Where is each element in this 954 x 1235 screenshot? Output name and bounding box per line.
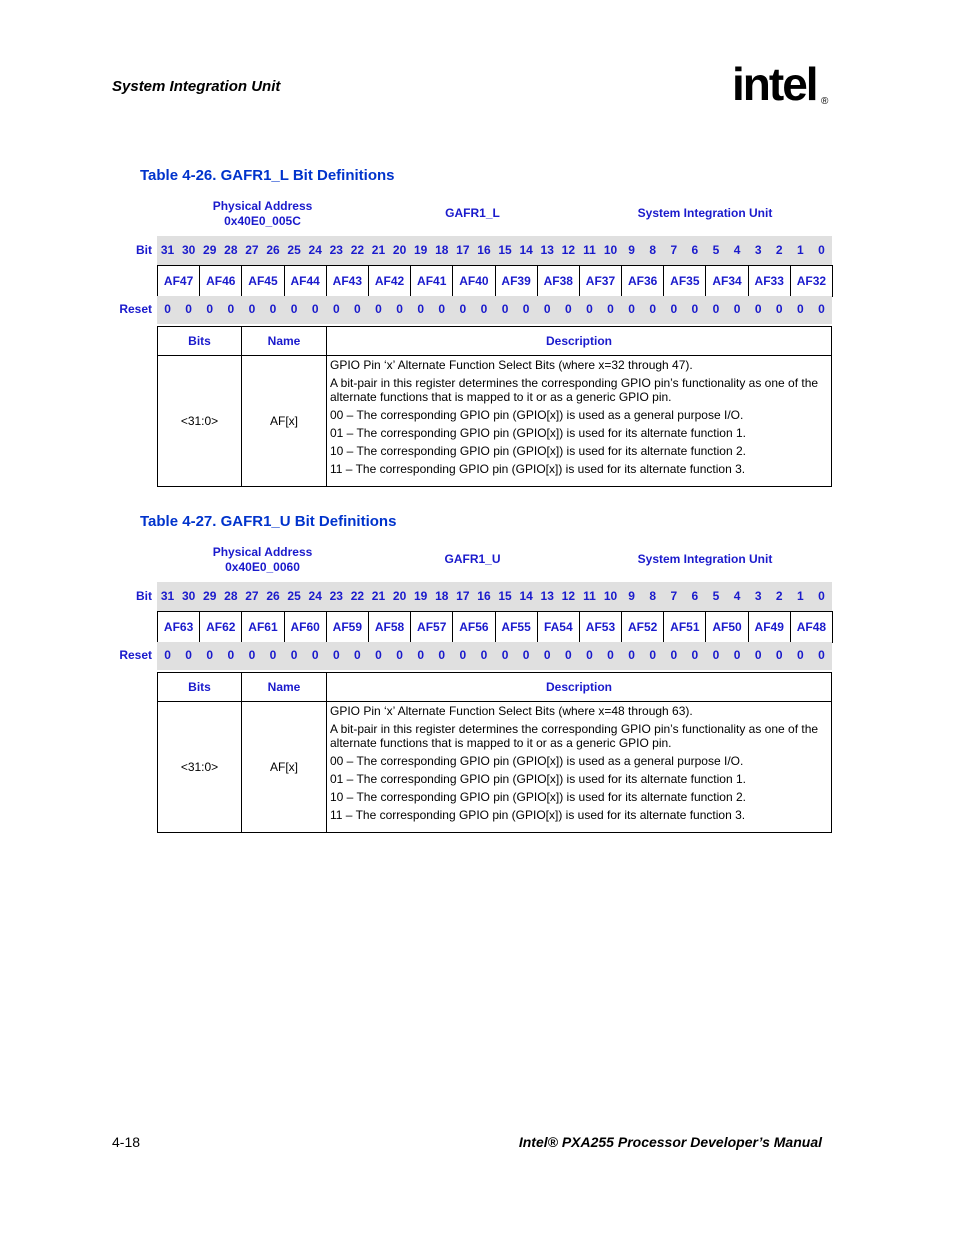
field-cell: AF37: [580, 266, 622, 296]
bit-number-cell: 13: [540, 243, 554, 257]
reset-value-cell: 0: [354, 648, 361, 662]
reset-value-cell: 0: [670, 302, 678, 316]
bit-number-cell: 26: [266, 589, 280, 603]
bits-cell: <31:0>: [158, 702, 242, 833]
reset-row-label: Reset: [119, 648, 152, 662]
intel-logo: [732, 58, 832, 118]
bit-number-cell: 18: [435, 589, 449, 603]
bit-number-cell: 3: [754, 243, 762, 257]
name-cell: AF[x]: [242, 702, 327, 833]
reset-value-cell: 0: [797, 648, 804, 662]
bit-number-cell: 8: [649, 589, 657, 603]
field-cell: AF58: [369, 612, 411, 642]
bit-number-cell: 19: [413, 589, 428, 603]
bit-number-cell: 2: [775, 589, 783, 603]
bit-number-cell: 11: [583, 589, 596, 603]
field-cell: AF52: [622, 612, 664, 642]
reset-value-cell: 0: [375, 302, 382, 316]
desc-line: 11 – The corresponding GPIO pin (GPIO[x]) is used for its alternate function 3.: [330, 462, 746, 476]
bit-number-cell: 17: [456, 589, 470, 603]
bit-definition-table: [157, 672, 832, 833]
physical-address: [190, 545, 335, 575]
bit-number-cell: 9: [628, 589, 635, 603]
bit-number-cell: 1: [797, 589, 804, 603]
field-cell: AF32: [796, 274, 827, 288]
reset-value-cell: 0: [649, 302, 657, 316]
field-cell: AF62: [200, 612, 242, 642]
bit-definition-table: [157, 326, 832, 487]
bit-number-cell: 9: [628, 243, 635, 257]
bit-number-cell: 10: [603, 589, 618, 603]
reset-value-cell: 0: [227, 302, 235, 316]
field-cell: AF43: [327, 266, 369, 296]
field-cell: AF35: [664, 266, 706, 296]
reset-value-cell: 0: [775, 302, 783, 316]
reset-value-cell: 0: [354, 302, 361, 316]
field-cell: AF51: [664, 612, 706, 642]
bit-number-cell: 0: [818, 243, 825, 257]
bit-number-cell: 6: [691, 589, 699, 603]
desc-line: GPIO Pin ‘x’ Alternate Function Select Bits (where x=32 through 47).: [330, 358, 693, 372]
section-title: System Integration Unit: [112, 78, 281, 95]
reset-value-cell: 0: [396, 648, 403, 662]
field-cell: AF56: [453, 612, 495, 642]
bit-number-cell: 19: [413, 243, 428, 257]
bit-number-cell: 12: [561, 243, 575, 257]
field-cell: AF39: [496, 266, 538, 296]
reset-value-cell: 0: [248, 648, 256, 662]
bit-number-cell: 8: [649, 243, 657, 257]
bit-number-cell: 29: [203, 243, 217, 257]
reset-value-cell: 0: [628, 302, 635, 316]
reset-value-cell: 0: [290, 302, 298, 316]
desc-line: A bit-pair in this register determines the corresponding GPIO pin’s functionality as one of the alternate functions that is mapped to it or as a generic GPIO pin.: [330, 722, 819, 750]
field-cell: AF50: [706, 612, 748, 642]
reset-value-cell: 0: [754, 648, 762, 662]
reset-value-cell: 0: [733, 302, 741, 316]
reset-value-cell: 0: [607, 648, 614, 662]
bit-number-cell: 31: [160, 589, 175, 603]
bit-number-cell: 20: [392, 243, 407, 257]
field-cell: AF33: [749, 266, 791, 296]
field-cell: AF60: [285, 612, 327, 642]
reset-value-cell: 0: [311, 302, 319, 316]
table-caption: Table 4-26. GAFR1_L Bit Definitions: [140, 167, 395, 184]
bit-number-cell: 20: [392, 589, 407, 603]
bit-number-cell: 10: [603, 243, 618, 257]
bit-number-cell: 25: [287, 589, 301, 603]
field-cell: AF55: [496, 612, 538, 642]
reset-value-cell: 0: [775, 648, 783, 662]
register-name: GAFR1_U: [444, 552, 501, 566]
reset-value-cell: 0: [586, 648, 593, 662]
bit-number-cell: 15: [498, 243, 512, 257]
bit-number-cell: 30: [181, 589, 196, 603]
reset-value-cell: 0: [543, 648, 551, 662]
reset-value-cell: 0: [311, 648, 319, 662]
reset-value-cell: 0: [332, 648, 340, 662]
bits-cell: <31:0>: [158, 356, 242, 487]
page-number: 4-18: [112, 1134, 141, 1150]
bit-number-cell: 22: [350, 243, 365, 257]
field-cell: AF48: [796, 620, 827, 634]
reset-value-row: [157, 648, 832, 664]
table-row: [158, 356, 832, 487]
reset-value-cell: 0: [733, 648, 741, 662]
reset-value-cell: 0: [438, 648, 446, 662]
reset-value-cell: 0: [375, 648, 382, 662]
unit-name: System Integration Unit: [637, 552, 773, 566]
bit-number-cell: 14: [519, 243, 533, 257]
reset-value-cell: 0: [522, 648, 530, 662]
bit-number-cell: 21: [371, 589, 386, 603]
bit-number-cell: 23: [329, 589, 343, 603]
bit-number-cell: 22: [350, 589, 365, 603]
description-header: Description: [327, 673, 832, 702]
bit-number-cell: 7: [670, 589, 678, 603]
bit-number-cell: 18: [435, 243, 449, 257]
reset-value-cell: 0: [522, 302, 530, 316]
name-header: Name: [242, 327, 327, 356]
bit-number-cell: 0: [818, 589, 825, 603]
field-cell: AF46: [200, 266, 242, 296]
bit-number-cell: 15: [498, 589, 512, 603]
bit-number-cell: 28: [224, 243, 238, 257]
bits-header: Bits: [158, 327, 242, 356]
reset-value-cell: 0: [417, 648, 425, 662]
reset-value-cell: 0: [480, 302, 488, 316]
desc-line: 00 – The corresponding GPIO pin (GPIO[x]) is used as a general purpose I/O.: [330, 408, 744, 422]
bit-number-cell: 6: [691, 243, 699, 257]
phys-addr-value: 0x40E0_0060: [225, 560, 300, 574]
desc-line: 01 – The corresponding GPIO pin (GPIO[x]) is used for its alternate function 1.: [330, 772, 746, 786]
reset-value-cell: 0: [290, 648, 298, 662]
reset-value-row: [157, 302, 832, 318]
bit-number-cell: 21: [371, 243, 386, 257]
bit-number-cell: 28: [224, 589, 238, 603]
reset-value-cell: 0: [227, 648, 235, 662]
description-cell: [327, 702, 832, 833]
register-name: GAFR1_L: [445, 206, 500, 220]
bit-number-cell: 4: [733, 243, 741, 257]
field-cell: AF57: [411, 612, 453, 642]
field-row: [157, 611, 833, 643]
bit-number-cell: 1: [797, 243, 804, 257]
reset-value-cell: 0: [586, 302, 593, 316]
desc-line: 00 – The corresponding GPIO pin (GPIO[x]) is used as a general purpose I/O.: [330, 754, 744, 768]
desc-line: 10 – The corresponding GPIO pin (GPIO[x]) is used for its alternate function 2.: [330, 790, 746, 804]
field-cell: AF40: [453, 266, 495, 296]
reset-value-cell: 0: [564, 302, 572, 316]
field-cell: AF41: [411, 266, 453, 296]
field-cell: AF53: [580, 612, 622, 642]
reset-value-cell: 0: [480, 648, 488, 662]
reset-value-cell: 0: [248, 302, 256, 316]
desc-line: 10 – The corresponding GPIO pin (GPIO[x]) is used for its alternate function 2.: [330, 444, 746, 458]
bit-number-cell: 16: [477, 243, 491, 257]
reset-value-cell: 0: [185, 648, 192, 662]
desc-line: A bit-pair in this register determines the corresponding GPIO pin’s functionality as one of the alternate functions that is mapped to it or as a generic GPIO pin.: [330, 376, 819, 404]
name-cell: AF[x]: [242, 356, 327, 487]
bit-number-cell: 17: [456, 243, 470, 257]
bit-number-cell: 30: [181, 243, 196, 257]
field-row: [157, 265, 833, 297]
bit-number-cell: 5: [712, 589, 720, 603]
bit-number-cell: 25: [287, 243, 301, 257]
phys-addr-label: Physical Address: [212, 545, 313, 559]
reset-value-cell: 0: [818, 302, 825, 316]
manual-title: Intel® PXA255 Processor Developer’s Manual: [518, 1134, 822, 1150]
field-cell: AF59: [327, 612, 369, 642]
bit-number-cell: 24: [308, 589, 322, 603]
table-row: [158, 702, 832, 833]
bit-number-cell: 13: [540, 589, 554, 603]
reset-value-cell: 0: [797, 302, 804, 316]
reset-value-cell: 0: [206, 302, 214, 316]
bit-number-cell: 3: [754, 589, 762, 603]
bit-number-cell: 24: [308, 243, 322, 257]
field-cell: AF63: [158, 612, 200, 642]
bit-number-cell: 5: [712, 243, 720, 257]
bit-row-label: Bit: [136, 589, 152, 603]
reset-value-cell: 0: [649, 648, 657, 662]
bit-row-label: Bit: [136, 243, 152, 257]
reset-value-cell: 0: [269, 648, 277, 662]
registered-mark: ®: [821, 96, 829, 107]
reset-value-cell: 0: [438, 302, 446, 316]
bit-number-cell: 29: [203, 589, 217, 603]
reset-value-cell: 0: [269, 302, 277, 316]
reset-value-cell: 0: [543, 302, 551, 316]
reset-value-cell: 0: [712, 302, 720, 316]
reset-value-cell: 0: [628, 648, 635, 662]
field-cell: AF34: [706, 266, 748, 296]
reset-value-cell: 0: [501, 648, 509, 662]
reset-value-cell: 0: [691, 302, 699, 316]
reset-row-label: Reset: [119, 302, 152, 316]
bit-number-row: [157, 589, 832, 605]
field-cell: AF47: [158, 266, 200, 296]
bit-number-cell: 27: [245, 589, 259, 603]
reset-value-cell: 0: [459, 302, 467, 316]
reset-value-cell: 0: [332, 302, 340, 316]
reset-value-cell: 0: [691, 648, 699, 662]
bit-number-cell: 7: [670, 243, 678, 257]
field-cell: AF38: [538, 266, 580, 296]
bit-number-cell: 12: [561, 589, 575, 603]
field-cell: AF61: [242, 612, 284, 642]
reset-value-cell: 0: [417, 302, 425, 316]
reset-value-cell: 0: [396, 302, 403, 316]
bit-number-cell: 2: [775, 243, 783, 257]
reset-value-cell: 0: [754, 302, 762, 316]
bit-number-cell: 26: [266, 243, 280, 257]
bit-number-row: [157, 243, 832, 259]
phys-addr-label: Physical Address: [212, 199, 313, 213]
bit-number-cell: 27: [245, 243, 259, 257]
reset-value-cell: 0: [459, 648, 467, 662]
field-cell: AF44: [285, 266, 327, 296]
table-caption: Table 4-27. GAFR1_U Bit Definitions: [140, 513, 397, 530]
description-cell: [327, 356, 832, 487]
field-cell: AF45: [242, 266, 284, 296]
name-header: Name: [242, 673, 327, 702]
logo-wordmark: intel: [732, 58, 817, 110]
reset-value-cell: 0: [185, 302, 192, 316]
field-cell: FA54: [538, 612, 580, 642]
desc-line: 11 – The corresponding GPIO pin (GPIO[x]) is used for its alternate function 3.: [330, 808, 746, 822]
bit-number-cell: 23: [329, 243, 343, 257]
reset-value-cell: 0: [607, 302, 614, 316]
bit-number-cell: 4: [733, 589, 741, 603]
bits-header: Bits: [158, 673, 242, 702]
reset-value-cell: 0: [501, 302, 509, 316]
reset-value-cell: 0: [164, 302, 171, 316]
field-cell: AF42: [369, 266, 411, 296]
field-cell: AF36: [622, 266, 664, 296]
bit-number-cell: 14: [519, 589, 533, 603]
physical-address: [190, 199, 335, 229]
reset-value-cell: 0: [164, 648, 171, 662]
unit-name: System Integration Unit: [637, 206, 773, 220]
reset-value-cell: 0: [818, 648, 825, 662]
reset-value-cell: 0: [712, 648, 720, 662]
description-header: Description: [327, 327, 832, 356]
desc-line: 01 – The corresponding GPIO pin (GPIO[x]) is used for its alternate function 1.: [330, 426, 746, 440]
bit-number-cell: 31: [160, 243, 175, 257]
phys-addr-value: 0x40E0_005C: [224, 214, 301, 228]
bit-number-cell: 16: [477, 589, 491, 603]
reset-value-cell: 0: [564, 648, 572, 662]
reset-value-cell: 0: [206, 648, 214, 662]
bit-number-cell: 11: [583, 243, 596, 257]
desc-line: GPIO Pin ‘x’ Alternate Function Select Bits (where x=48 through 63).: [330, 704, 693, 718]
reset-value-cell: 0: [670, 648, 678, 662]
field-cell: AF49: [749, 612, 791, 642]
